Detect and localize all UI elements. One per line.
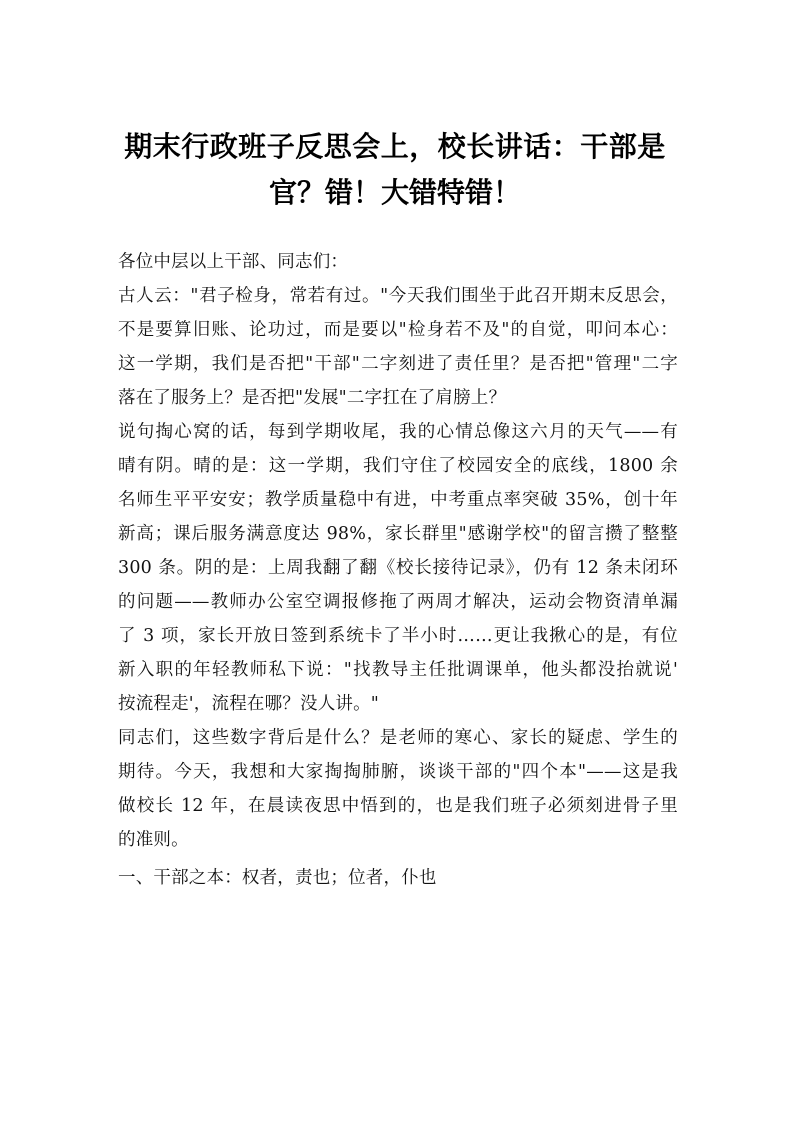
body-line: 做校长 12 年，在晨读夜思中悟到的，也是我们班子必须刻进骨子里 <box>118 796 678 816</box>
body-line: 期待。今天，我想和大家掏掏肺腑，谈谈干部的"四个本"——这是我 <box>118 762 678 782</box>
body-line: 这一学期，我们是否把"干部"二字刻进了责任里？是否把"管理"二字 <box>118 354 678 374</box>
body-line: 名师生平平安安；教学质量稳中有进，中考重点率突破 35%，创十年 <box>118 490 678 510</box>
body-line: 同志们，这些数字背后是什么？是老师的寒心、家长的疑虑、学生的 <box>118 728 678 748</box>
document-body <box>118 245 678 895</box>
body-line: 的准则。 <box>118 830 189 850</box>
salutation: 各位中层以上干部、同志们： <box>118 252 349 272</box>
body-line: 说句掏心窝的话，每到学期收尾，我的心情总像这六月的天气——有 <box>118 422 678 442</box>
body-line: 新入职的年轻教师私下说："找教导主任批调课单，他头都没抬就说' <box>118 660 678 680</box>
title-line-1: 期末行政班子反思会上，校长讲话：干部是 <box>124 130 666 163</box>
document-title <box>110 124 680 216</box>
section-heading-1: 一、干部之本：权者，责也；位者，仆也 <box>118 868 437 888</box>
body-line: 古人云："君子检身，常若有过。"今天我们围坐于此召开期末反思会， <box>118 286 678 306</box>
body-line: 不是要算旧账、论功过，而是要以"检身若不及"的自觉，叩问本心： <box>118 320 678 340</box>
body-line: 新高；课后服务满意度达 98%，家长群里"感谢学校"的留言攒了整整 <box>118 524 678 544</box>
title-line-2: 官？错！大错特错！ <box>268 176 521 209</box>
body-line: 晴有阴。晴的是：这一学期，我们守住了校园安全的底线，1800 余 <box>118 456 678 476</box>
body-line: 按流程走'，流程在哪？没人讲。" <box>118 694 380 714</box>
body-line: 的问题——教师办公室空调报修拖了两周才解决，运动会物资清单漏 <box>118 592 678 612</box>
body-line: 300 条。阴的是：上周我翻了翻《校长接待记录》，仍有 12 条未闭环 <box>118 558 678 578</box>
body-line: 落在了服务上？是否把"发展"二字扛在了肩膀上？ <box>118 388 507 408</box>
body-line: 了 3 项，家长开放日签到系统卡了半小时……更让我揪心的是，有位 <box>118 626 678 646</box>
